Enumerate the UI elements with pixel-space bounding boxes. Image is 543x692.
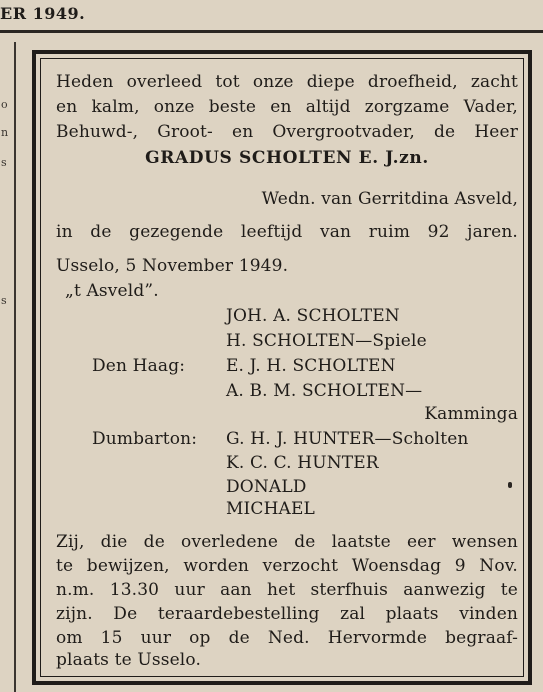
margin-fragment: o — [1, 98, 8, 111]
closing-line: om 15 uur op de Ned. Hervormde begraaf- — [56, 628, 518, 648]
family-name: H. SCHOLTEN—Spiele — [226, 331, 427, 351]
intro-line: en kalm, onze beste en altijd zorgzame Vader, — [56, 97, 518, 117]
family-place: Dumbarton: — [92, 429, 198, 449]
margin-fragment: s — [1, 156, 7, 169]
family-name: DONALD — [226, 477, 307, 497]
margin-fragment: s — [1, 294, 7, 307]
margin-fragment: n — [1, 126, 9, 139]
masthead-date: ER 1949. — [0, 4, 86, 23]
column-divider — [14, 42, 16, 692]
family-name: A. B. M. SCHOLTEN— — [226, 381, 423, 401]
closing-line: plaats te Usselo. — [56, 650, 202, 670]
intro-line: Heden overleed tot onze diepe droefheid, zacht — [56, 72, 518, 92]
masthead-rule — [0, 30, 543, 33]
closing-line: n.m. 13.30 uur aan het sterfhuis aanwezig te — [56, 580, 518, 600]
closing-line: te bewijzen, worden verzocht Woensdag 9 Nov. — [56, 556, 518, 576]
family-name: JOH. A. SCHOLTEN — [226, 306, 400, 326]
family-name: MICHAEL — [226, 499, 315, 519]
place-date: Usselo, 5 November 1949. — [56, 256, 289, 276]
deceased-name: GRADUS SCHOLTEN E. J.zn. — [145, 148, 429, 168]
house-name: „t Asveld”. — [65, 281, 159, 301]
family-name: K. C. C. HUNTER — [226, 453, 379, 473]
family-name: E. J. H. SCHOLTEN — [226, 356, 396, 376]
family-place: Den Haag: — [92, 356, 186, 376]
intro-line: Behuwd-, Groot- en Overgrootvader, de Heer — [56, 122, 518, 142]
closing-line: Zij, die de overledene de laatste eer wensen — [56, 532, 518, 552]
family-name-continuation: Kamminga — [424, 404, 518, 424]
widower-line: Wedn. van Gerritdina Asveld, — [261, 189, 518, 209]
closing-line: zijn. De teraardebestelling zal plaats vinden — [56, 604, 518, 624]
age-line: in de gezegende leeftijd van ruim 92 jaren. — [56, 222, 518, 242]
print-smudge — [508, 482, 512, 488]
family-name: G. H. J. HUNTER—Scholten — [226, 429, 469, 449]
